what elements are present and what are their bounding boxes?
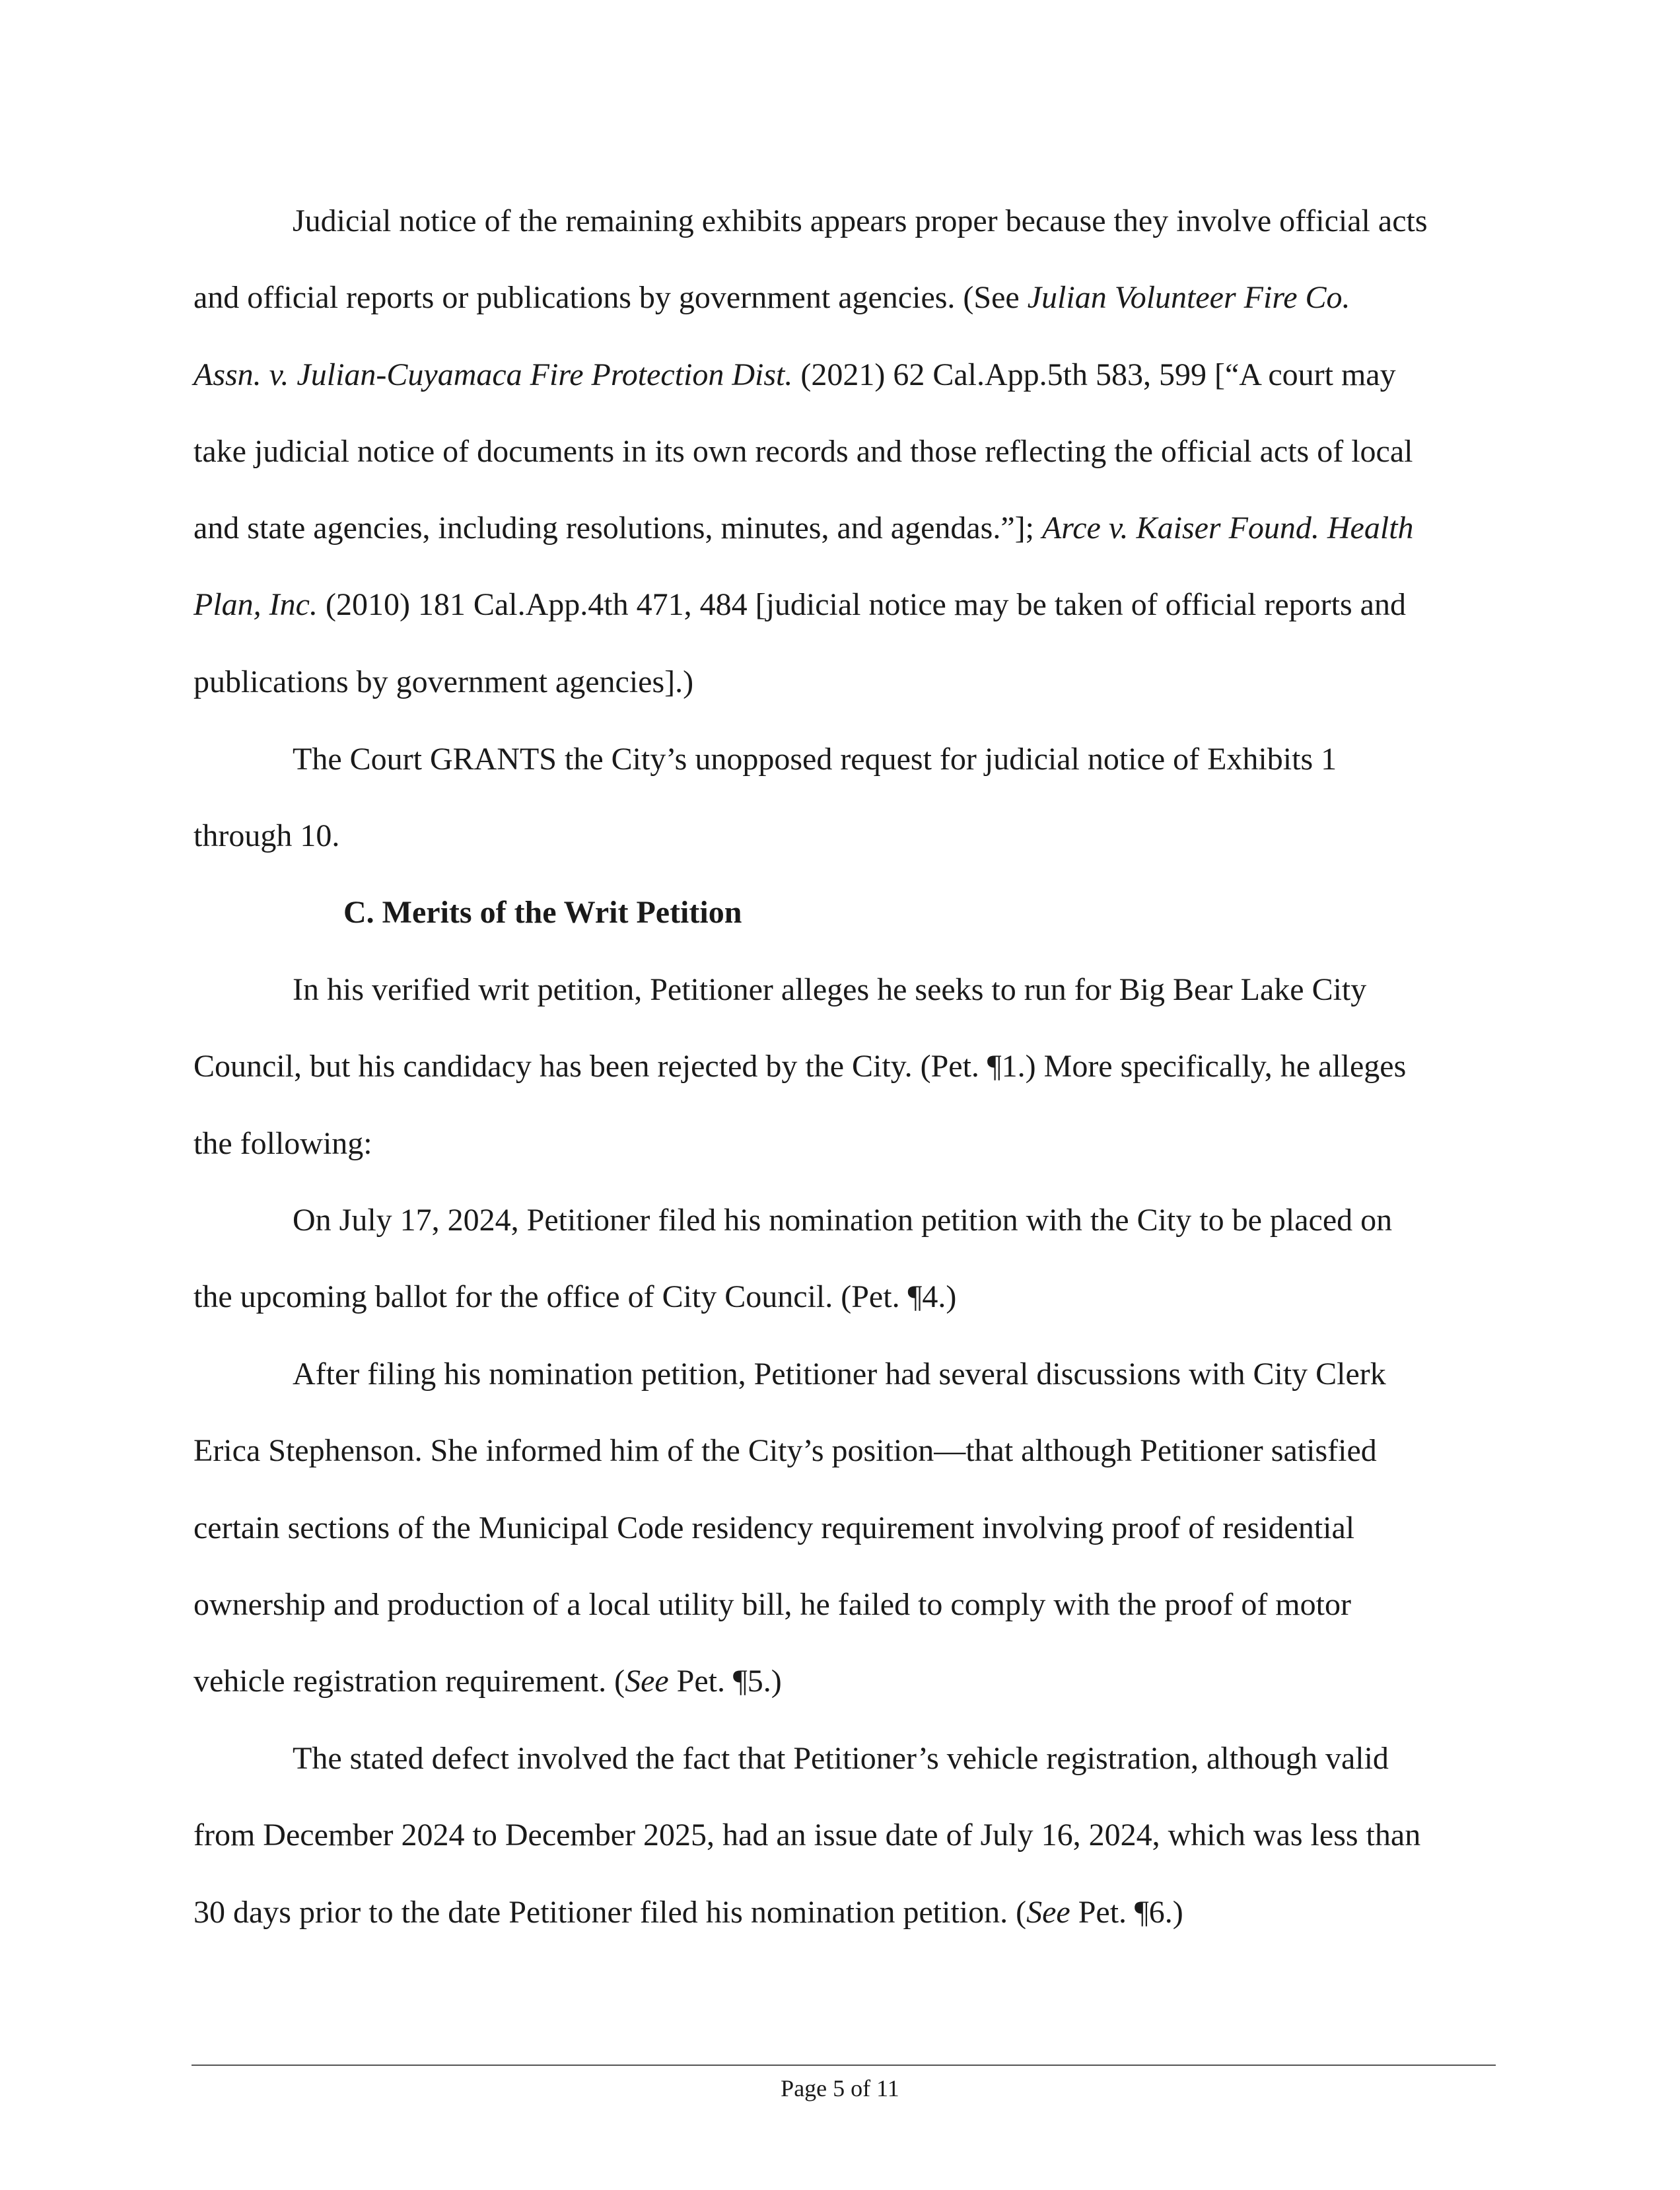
page-number: Page 5 of 11 bbox=[781, 2075, 899, 2102]
body-text: the following: bbox=[193, 1126, 372, 1161]
body-text: Erica Stephenson. She informed him of the City’s position—that although Petitioner satisfied bbox=[193, 1433, 1377, 1468]
text-line bbox=[193, 1431, 1377, 1471]
text-line bbox=[193, 1585, 1351, 1625]
text-line bbox=[193, 1662, 782, 1701]
section-heading bbox=[343, 893, 742, 933]
body-text: Pet. ¶6.) bbox=[1070, 1895, 1183, 1930]
body-text: After filing his nomination petition, Petitioner had several discussions with City Clerk bbox=[293, 1357, 1386, 1392]
body-text: ownership and production of a local utility bill, he failed to comply with the proof of motor bbox=[193, 1587, 1351, 1622]
text-line bbox=[193, 1277, 956, 1317]
text-line bbox=[193, 662, 693, 702]
body-text: (2021) 62 Cal.App.5th 583, 599 [“A court may bbox=[792, 357, 1396, 392]
body-text: take judicial notice of documents in its own records and those reflecting the official acts of local bbox=[193, 434, 1413, 469]
text-line bbox=[293, 1355, 1386, 1394]
body-text: (2010) 181 Cal.App.4th 471, 484 [judicial notice may be taken of official reports and bbox=[317, 587, 1406, 622]
text-line bbox=[293, 1739, 1389, 1779]
text-line bbox=[193, 432, 1413, 472]
body-text: 30 days prior to the date Petitioner filed his nomination petition. ( bbox=[193, 1895, 1027, 1930]
body-text: through 10. bbox=[193, 818, 340, 853]
italic-citation-text: Arce v. Kaiser Found. Health bbox=[1041, 511, 1414, 546]
body-text: and official reports or publications by government agencies. (See bbox=[193, 280, 1028, 315]
body-text: C. Merits of the Writ Petition bbox=[343, 895, 742, 930]
text-line bbox=[293, 201, 1428, 241]
italic-citation-text: See bbox=[1026, 1895, 1070, 1930]
text-line bbox=[193, 1047, 1406, 1086]
italic-citation-text: Julian Volunteer Fire Co. bbox=[1027, 280, 1350, 315]
italic-citation-text: See bbox=[625, 1664, 669, 1699]
body-text: and state agencies, including resolutions, minutes, and agendas.”]; bbox=[193, 511, 1042, 546]
text-line bbox=[293, 740, 1337, 779]
italic-citation-text: Plan, Inc. bbox=[193, 587, 318, 622]
body-text: from December 2024 to December 2025, had an issue date of July 16, 2024, which was less than bbox=[193, 1818, 1421, 1853]
body-text: publications by government agencies].) bbox=[193, 664, 694, 699]
text-line bbox=[193, 1124, 372, 1164]
body-text: Council, but his candidacy has been rejected by the City. (Pet. ¶1.) More specifically, he alleges bbox=[193, 1049, 1407, 1084]
body-text: On July 17, 2024, Petitioner filed his nomination petition with the City to be placed on bbox=[293, 1203, 1393, 1238]
body-text: Judicial notice of the remaining exhibits appears proper because they involve official acts bbox=[293, 203, 1428, 238]
text-line bbox=[193, 1508, 1354, 1548]
text-line bbox=[193, 1816, 1420, 1855]
italic-citation-text: Assn. v. Julian-Cuyamaca Fire Protection Dist. bbox=[193, 357, 793, 392]
text-line bbox=[193, 585, 1406, 625]
text-line bbox=[193, 355, 1396, 395]
body-text: In his verified writ petition, Petitioner alleges he seeks to run for Big Bear Lake City bbox=[293, 972, 1367, 1007]
body-text: vehicle registration requirement. ( bbox=[193, 1664, 625, 1699]
body-text: The Court GRANTS the City’s unopposed request for judicial notice of Exhibits 1 bbox=[293, 742, 1337, 777]
body-text: the upcoming ballot for the office of City Council. (Pet. ¶4.) bbox=[193, 1279, 957, 1314]
footer-divider bbox=[192, 2065, 1496, 2066]
text-line bbox=[193, 1893, 1183, 1932]
text-line bbox=[293, 1201, 1392, 1240]
text-line bbox=[193, 278, 1350, 318]
text-line bbox=[293, 970, 1366, 1010]
text-line bbox=[193, 816, 339, 856]
text-line bbox=[193, 509, 1414, 548]
body-text: The stated defect involved the fact that Petitioner’s vehicle registration, although valid bbox=[293, 1741, 1389, 1776]
body-text: Pet. ¶5.) bbox=[668, 1664, 782, 1699]
body-text: certain sections of the Municipal Code residency requirement involving proof of residential bbox=[193, 1510, 1355, 1545]
